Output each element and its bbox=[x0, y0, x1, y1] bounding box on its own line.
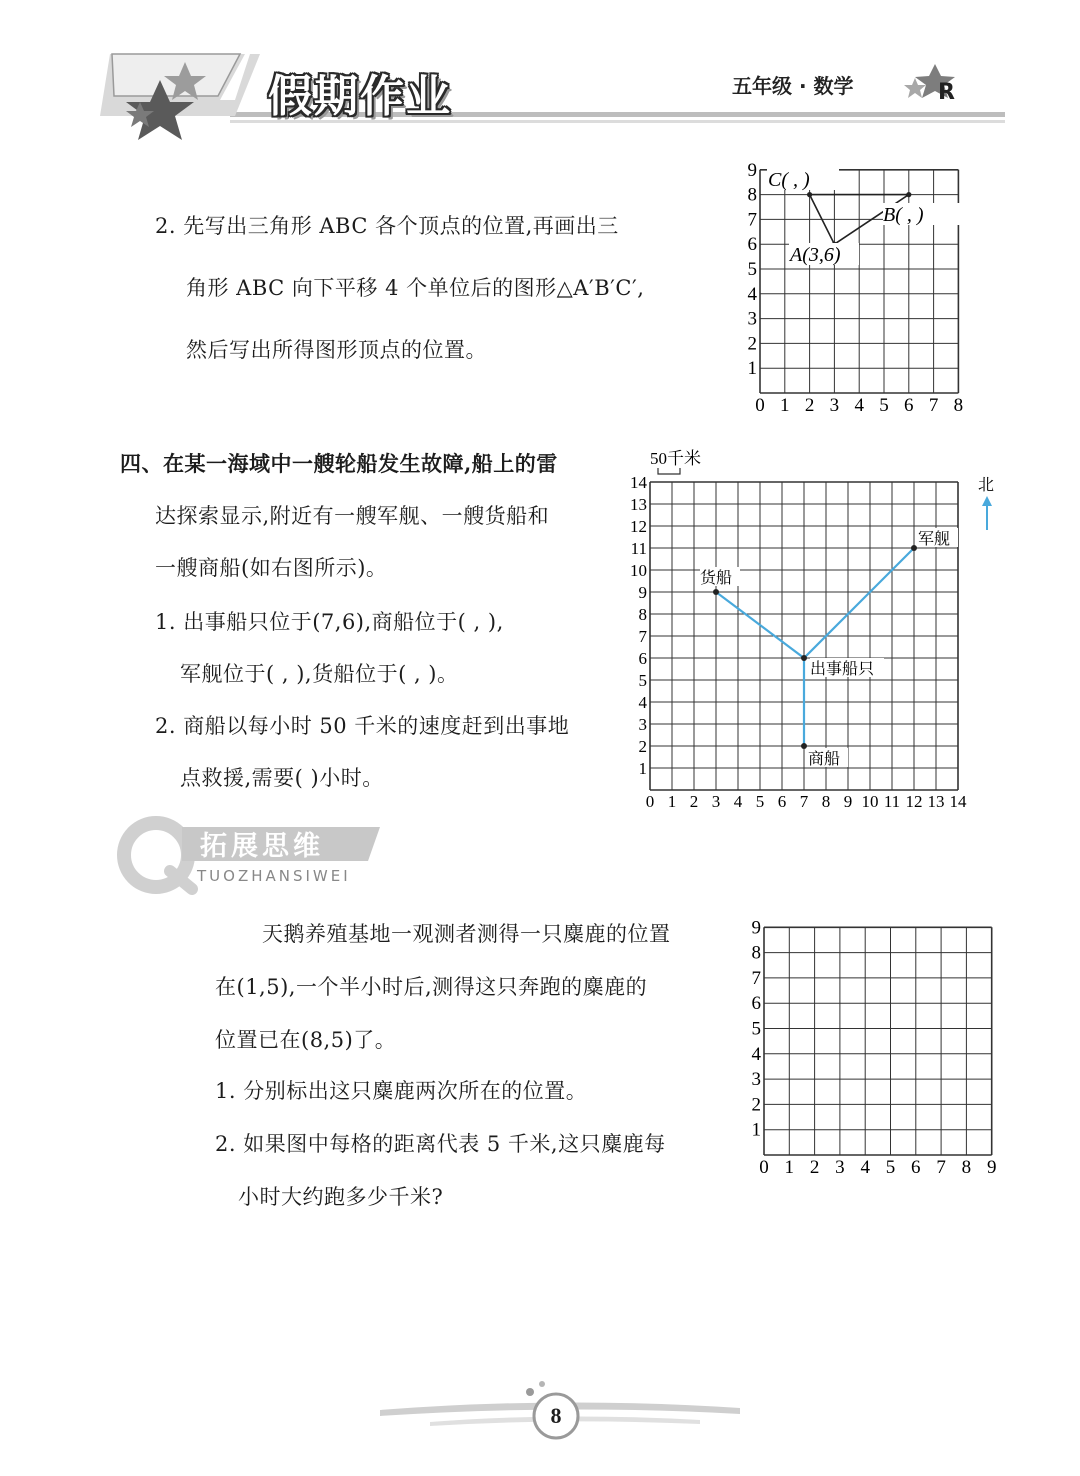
q4-intro-line-3: 一艘商船(如右图所示)。 bbox=[155, 556, 388, 580]
merchant-ship-point bbox=[801, 743, 807, 749]
vertex-c bbox=[807, 192, 812, 197]
extension-title: 拓展思维 bbox=[200, 831, 324, 862]
q4-intro-line-2: 达探索显示,附近有一艘军舰、一艘货船和 bbox=[155, 504, 550, 528]
x-tick-label: 9 bbox=[843, 792, 853, 811]
x-tick-label: 2 bbox=[809, 1157, 820, 1177]
scale-label: 50千米 bbox=[650, 449, 701, 468]
label-b: B( , ) bbox=[883, 204, 924, 226]
sea-map bbox=[620, 442, 1000, 817]
x-tick-label: 6 bbox=[911, 1157, 921, 1177]
x-tick-label: 0 bbox=[645, 792, 655, 811]
y-tick-label: 3 bbox=[751, 1069, 761, 1091]
accident-ship-point bbox=[801, 655, 807, 661]
ext-line-1: 天鹅养殖基地一观测者测得一只麋鹿的位置 bbox=[262, 922, 671, 946]
x-tick-label: 2 bbox=[689, 792, 699, 811]
x-tick-label: 7 bbox=[928, 395, 939, 416]
q4-sub-line-1: 1. 出事船只位于(7,6),商船位于( , ), bbox=[155, 610, 504, 634]
y-tick-label: 9 bbox=[638, 583, 647, 602]
x-tick-label: 4 bbox=[733, 792, 743, 811]
page-number: 8 bbox=[550, 1403, 562, 1428]
y-tick-label: 7 bbox=[747, 209, 757, 231]
y-axis-ticks bbox=[752, 917, 762, 1140]
y-tick-label: 5 bbox=[747, 259, 757, 280]
edition-badge: R bbox=[938, 80, 955, 105]
cargo-ship-point bbox=[713, 589, 719, 595]
x-tick-label: 5 bbox=[755, 792, 765, 811]
x-tick-label: 8 bbox=[953, 395, 964, 416]
scale-bar bbox=[658, 468, 680, 474]
warship-point bbox=[911, 545, 917, 551]
x-tick-label: 0 bbox=[755, 395, 765, 416]
y-tick-label: 12 bbox=[630, 517, 647, 536]
y-tick-label: 6 bbox=[638, 649, 647, 668]
y-tick-label: 2 bbox=[638, 737, 647, 756]
y-tick-label: 4 bbox=[747, 283, 757, 305]
y-tick-label: 9 bbox=[747, 159, 757, 181]
y-tick-label: 1 bbox=[751, 1119, 761, 1141]
y-tick-label: 10 bbox=[630, 561, 647, 580]
x-tick-label: 6 bbox=[777, 792, 787, 811]
x-axis-ticks bbox=[755, 395, 963, 416]
x-tick-label: 3 bbox=[711, 792, 721, 811]
y-tick-label: 8 bbox=[747, 184, 757, 206]
north-arrow-icon bbox=[982, 496, 992, 506]
x-tick-label: 14 bbox=[949, 792, 967, 811]
x-axis-ticks bbox=[759, 1157, 996, 1177]
y-tick-label: 7 bbox=[751, 967, 761, 989]
y-tick-label: 1 bbox=[638, 759, 647, 778]
vertex-b bbox=[906, 192, 911, 197]
x-tick-label: 13 bbox=[927, 792, 945, 811]
north-label: 北 bbox=[978, 477, 995, 494]
x-tick-label: 11 bbox=[883, 792, 901, 811]
q3-2-line-3: 然后写出所得图形顶点的位置。 bbox=[186, 338, 487, 362]
y-tick-label: 6 bbox=[751, 993, 761, 1015]
q3-2-line-1: 2. 先写出三角形 ABC 各个顶点的位置,再画出三 bbox=[155, 214, 619, 238]
y-tick-label: 8 bbox=[638, 605, 647, 624]
y-tick-label: 3 bbox=[747, 308, 757, 330]
ext-line-6: 小时大约跑多少千米? bbox=[238, 1185, 444, 1209]
x-tick-label: 1 bbox=[780, 395, 790, 416]
deer-grid bbox=[740, 912, 1005, 1177]
extension-subtitle: TUOZHANSIWEI bbox=[197, 867, 351, 885]
q4-sub-line-3: 2. 商船以每小时 50 千米的速度赶到出事地 bbox=[155, 714, 570, 738]
y-axis-ticks bbox=[630, 473, 648, 778]
grid-lines bbox=[764, 927, 992, 1155]
x-tick-label: 8 bbox=[821, 792, 831, 811]
x-tick-label: 4 bbox=[854, 395, 864, 416]
y-tick-label: 13 bbox=[630, 495, 647, 514]
x-tick-label: 1 bbox=[784, 1157, 795, 1177]
merchant-ship-label: 商船 bbox=[808, 751, 841, 768]
y-tick-label: 4 bbox=[638, 693, 647, 712]
ext-line-5: 2. 如果图中每格的距离代表 5 千米,这只麋鹿每 bbox=[215, 1132, 666, 1156]
y-tick-label: 5 bbox=[638, 671, 647, 690]
q3-2-line-2: 角形 ABC 向下平移 4 个单位后的图形△A′B′C′, bbox=[186, 276, 645, 300]
y-axis-ticks bbox=[748, 160, 758, 379]
label-c: C( , ) bbox=[768, 169, 810, 191]
x-tick-label: 4 bbox=[860, 1157, 870, 1177]
header-decoration bbox=[100, 40, 1010, 150]
x-tick-label: 12 bbox=[905, 792, 923, 811]
ext-line-4: 1. 分别标出这只麋鹿两次所在的位置。 bbox=[215, 1079, 588, 1103]
x-tick-label: 1 bbox=[667, 792, 677, 811]
x-tick-label: 3 bbox=[829, 395, 840, 416]
x-tick-label: 5 bbox=[879, 395, 889, 416]
x-tick-label: 7 bbox=[936, 1157, 946, 1177]
y-tick-label: 2 bbox=[747, 333, 757, 355]
x-tick-label: 8 bbox=[961, 1157, 972, 1177]
y-tick-label: 11 bbox=[630, 539, 647, 558]
y-tick-label: 14 bbox=[630, 473, 647, 492]
y-tick-label: 1 bbox=[747, 358, 757, 380]
y-tick-label: 3 bbox=[638, 715, 647, 734]
y-tick-label: 9 bbox=[751, 917, 761, 939]
q4-sub-line-4: 点救援,需要( )小时。 bbox=[180, 766, 384, 790]
accident-ship-label: 出事船只 bbox=[810, 661, 875, 678]
q4-intro-line-1: 四、在某一海域中一艘轮船发生故障,船上的雷 bbox=[120, 451, 558, 476]
x-tick-label: 6 bbox=[904, 395, 914, 416]
ext-line-3: 位置已在(8,5)了。 bbox=[215, 1028, 397, 1052]
x-axis-ticks bbox=[646, 792, 967, 811]
x-tick-label: 5 bbox=[885, 1157, 896, 1177]
y-tick-label: 2 bbox=[751, 1094, 761, 1116]
label-a: A(3,6) bbox=[790, 244, 841, 266]
y-tick-label: 7 bbox=[638, 627, 647, 646]
y-tick-label: 4 bbox=[751, 1043, 761, 1065]
grade-subject: 五年级 · 数学 bbox=[732, 74, 854, 98]
brand-title: 假期作业 bbox=[268, 71, 452, 122]
x-tick-label: 0 bbox=[759, 1157, 769, 1177]
x-tick-label: 10 bbox=[861, 792, 879, 811]
y-tick-label: 8 bbox=[751, 942, 761, 964]
x-tick-label: 3 bbox=[835, 1157, 845, 1177]
x-tick-label: 9 bbox=[986, 1157, 997, 1177]
x-tick-label: 7 bbox=[799, 792, 809, 811]
y-tick-label: 5 bbox=[751, 1018, 761, 1040]
x-tick-label: 2 bbox=[804, 395, 815, 416]
q4-sub-line-2: 军舰位于( , ),货船位于( , )。 bbox=[180, 662, 459, 686]
cargo-ship-label: 货船 bbox=[700, 570, 733, 587]
warship-label: 军舰 bbox=[918, 531, 951, 548]
ext-line-2: 在(1,5),一个半小时后,测得这只奔跑的麋鹿的 bbox=[215, 975, 648, 999]
triangle-grid bbox=[735, 155, 975, 420]
y-tick-label: 6 bbox=[747, 234, 757, 256]
route-lines bbox=[716, 548, 914, 658]
